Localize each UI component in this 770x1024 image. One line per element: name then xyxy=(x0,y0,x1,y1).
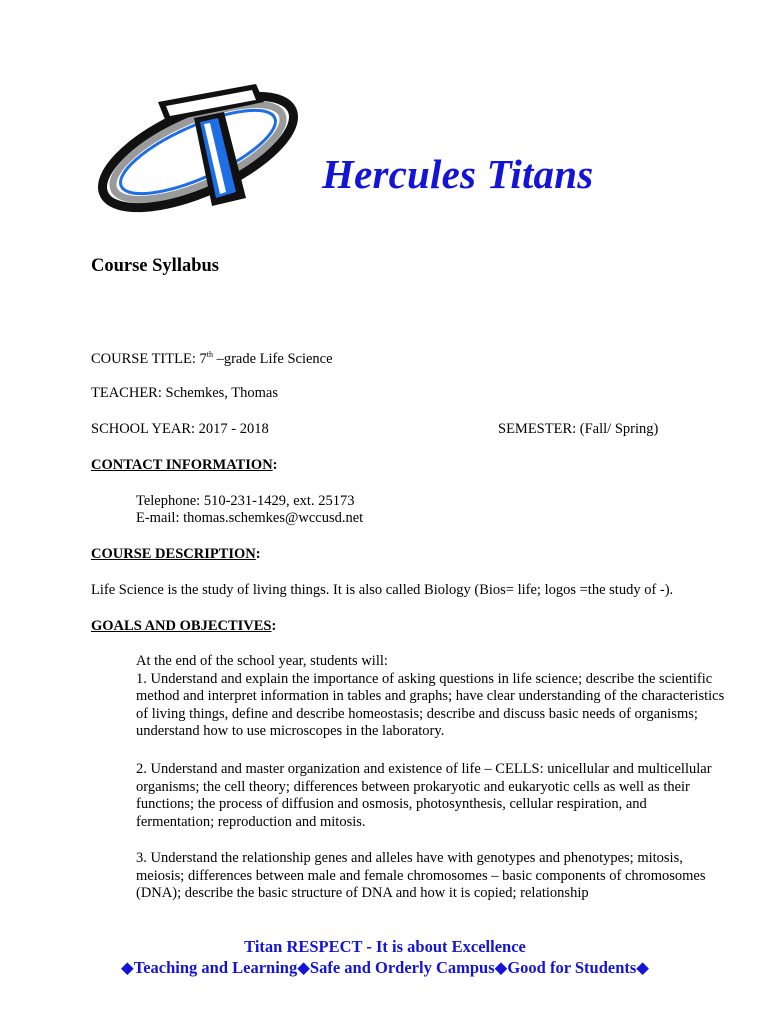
school-name: Hercules Titans xyxy=(322,151,594,197)
description-heading-text: COURSE DESCRIPTION xyxy=(91,546,256,562)
goal-item-2: 2. Understand and master organization and existence of life – CELLS: unicellular and multicellular organisms; the cell theory; differences between prokaryotic and eukaryotic cells as well as their functions; the process of diffusion and osmosis, photosynthesis, cellular respiration, and fermentation; reproduction and mitosis. xyxy=(136,761,712,830)
course-title-label: COURSE TITLE: 7 xyxy=(91,351,207,367)
description-heading-colon: : xyxy=(255,546,261,562)
footer-values: ◆Teaching and Learning◆Safe and Orderly Campus◆Good for Students◆ xyxy=(121,958,649,977)
titans-t-logo-icon xyxy=(86,80,306,220)
semester-line: SEMESTER: (Fall/ Spring) xyxy=(498,421,659,437)
teacher-line: TEACHER: Schemkes, Thomas xyxy=(91,385,279,401)
contact-heading-text: CONTACT INFORMATION xyxy=(91,457,273,473)
goal-item-1: 1. Understand and explain the importance of asking questions in life science; describe the scientific method and interpret information in tables and graphs; have clear understanding of the characteristics of living things, define and describe homeostasis; describe and discuss basic needs of organisms; understand how to use microscopes in the laboratory. xyxy=(136,670,725,740)
contact-heading xyxy=(91,457,278,474)
description-text: Life Science is the study of living things. It is also called Biology (Bios= life; logos =the study of -). xyxy=(91,582,674,598)
telephone-line: Telephone: 510-231-1429, ext. 25173 xyxy=(136,493,355,509)
school-year-line: SCHOOL YEAR: 2017 - 2018 xyxy=(91,421,269,437)
contact-heading-colon: : xyxy=(272,457,278,473)
goals-block-1 xyxy=(136,653,726,741)
course-title-rest: –grade Life Science xyxy=(212,351,333,367)
course-title-superscript: th xyxy=(206,350,213,359)
document-title: Course Syllabus xyxy=(91,256,219,276)
course-title-line xyxy=(91,350,333,368)
goals-heading-text: GOALS AND OBJECTIVES xyxy=(91,618,272,634)
goals-heading-colon: : xyxy=(271,618,277,634)
footer-motto: Titan RESPECT - It is about Excellence xyxy=(244,937,526,956)
goal-item-3: 3. Understand the relationship genes and alleles have with genotypes and phenotypes; mitosis, meiosis; differences between male and female chromosomes – basic components of chromosomes (DNA); describe the basic structure of DNA and how it is copied; relationship xyxy=(136,850,706,902)
description-heading xyxy=(91,546,261,563)
goals-intro: At the end of the school year, students will: xyxy=(136,653,388,669)
email-line: E-mail: thomas.schemkes@wccusd.net xyxy=(136,510,364,526)
goals-heading xyxy=(91,618,276,635)
